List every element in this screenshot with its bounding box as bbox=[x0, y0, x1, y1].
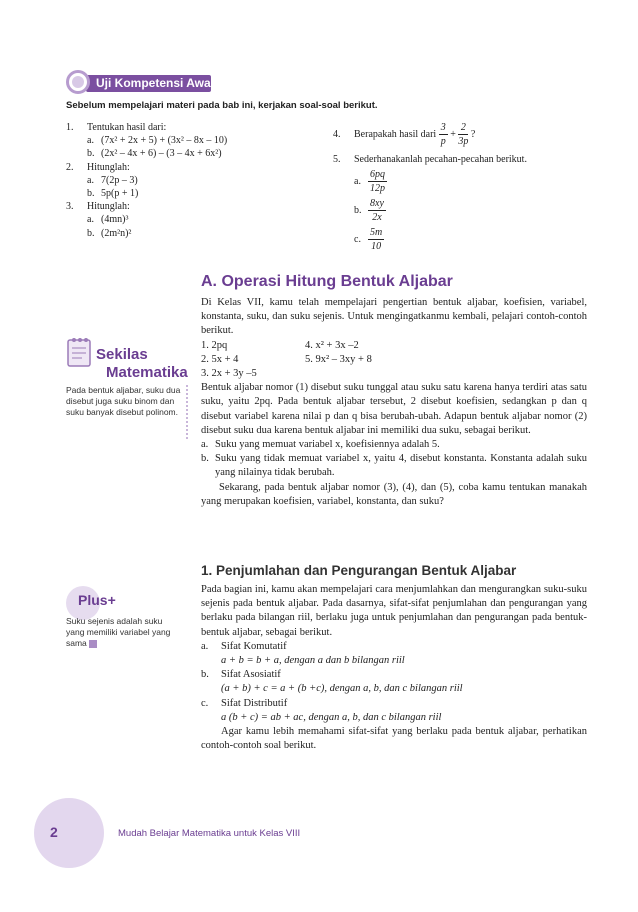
fraction: $\frac{8xy}{2x}$ bbox=[370, 198, 384, 224]
question-2: 2. Hitunglah: bbox=[66, 161, 130, 173]
section-a-p1: Di Kelas VII, kamu telah mempelajari pengertian bentuk aljabar, koefisien, variabel, konstanta, suku, dan suku sejenis. Untuk mengingatkanmu kembali, pelajari contoh-contoh berikut. bbox=[201, 297, 587, 337]
square-icon bbox=[89, 640, 97, 648]
fraction: $\frac{2}{3p}$ bbox=[458, 122, 469, 147]
fraction: $\frac{6pq}{12p}$ bbox=[370, 169, 385, 195]
fraction: $\frac{3}{p}$ bbox=[440, 122, 446, 147]
fraction: $\frac{5m}{10}$ bbox=[370, 227, 383, 253]
sekilas-title: Sekilas Matematika bbox=[96, 346, 188, 381]
question-3: 3. Hitunglah: bbox=[66, 201, 130, 213]
question-5: 5. Sederhanakanlah pecahan-pecahan berikut. a. $\frac{6pq}{12p}$ b. $\frac{8xy}{2x}$ c. $\frac{5m}{10}$ bbox=[333, 154, 527, 253]
section-a-title: A. Operasi Hitung Bentuk Aljabar bbox=[201, 273, 453, 290]
section-1-body: Pada bagian ini, kamu akan mempelajari cara menjumlahkan dan mengurangkan suku-suku sejenis pada bentuk aljabar. Pada dasarnya, sifat-sifat penjumlahan dan pengurangan yang berlaku pada bilangan riil, berlaku juga untuk penjumlahan dan pengurangan pada bentuk-bentuk aljabar, sebagai berikut. a. Sifat Komutatif a + b = b + a, dengan a dan b bilangan riil b. Sifat Asosiatif (a + b) + c = a + (b +c), dengan a, b, dan c bilangan riil c. Sifat Distributif a (b + c) = ab + ac, dengan a, b, dan c bilangan riil Agar kamu lebih memahami sifat-sifat yang berlaku pada bentuk aljabar, perhatikan contoh-contoh soal berikut. bbox=[201, 584, 587, 752]
intro-text: Sebelum mempelajari materi pada bab ini, kerjakan soal-soal berikut. bbox=[66, 100, 378, 111]
badge-dot-icon bbox=[72, 76, 84, 88]
plus-title: Plus+ bbox=[78, 592, 116, 608]
section-a-body: Di Kelas VII, kamu telah mempelajari pengertian bentuk aljabar, koefisien, variabel, konstanta, suku, dan suku sejenis. Untuk mengingatkanmu kembali, pelajari contoh-contoh berikut. 1. 2pq 2. 5x + 4 3. 2x + 3y –5 4. x² + 3x –2 5. 9x² – 3xy + 8 Bentuk aljabar nomor (1) disebut suku tunggal atau suku satu karena hanya terdiri atas satu suku, yaitu 2pq. Pada bentuk aljabar tersebut, 2 disebut koefisien, sedangkan p dan q disebut variabel karena nilai p dan q bisa berubah-ubah. Adapun bentuk aljabar nomor (2) disebut suku dua karena bentuk aljabar ini memiliki dua suku, sebagai berikut. a. Suku yang memuat variabel x, koefisiennya adalah 5. b. Suku yang tidak memuat variabel x, yaitu 4, disebut konstanta. Konstanta adalah suku yang nilainya tidak berubah. Sekarang, pada bentuk aljabar nomor (3), (4), dan (5), coba kamu tentukan manakah yang merupakan koefisien, variabel, konstanta, dan suku? bbox=[201, 296, 587, 509]
section-1-title: 1. Penjumlahan dan Pengurangan Bentuk Aljabar bbox=[201, 563, 517, 578]
left-questions: 1. Tentukan hasil dari: a. (7x² + 2x + 5) + (3x² – 8x – 10) b. (2x² – 4x + 6) – (3 – 4x + 6x²) 2. Hitunglah: a. 7(2p – 3) b. 5p(p + 1) 3. Hitunglah: a. (4mn)³ b. (2m²n)² bbox=[66, 121, 326, 240]
page-number: 2 bbox=[50, 824, 58, 840]
question-4: 4. Berapakah hasil dari $\frac{3}{p}$ + $\frac{2}{3p}$ ? bbox=[333, 122, 476, 147]
plus-text: Suku sejenis adalah suku yang memiliki variabel yang sama bbox=[66, 616, 171, 648]
section-a-p3: Sekarang, pada bentuk aljabar nomor (3), (4), dan (5), coba kamu tentukan manakah yang merupakan koefisien, variabel, konstanta, dan suku? bbox=[201, 481, 587, 507]
badge-title: Uji Kompetensi Awal bbox=[96, 76, 215, 90]
section-a-p2: Bentuk aljabar nomor (1) disebut suku tunggal atau suku satu karena hanya terdiri atas satu suku, yaitu 2pq. Pada bentuk aljabar tersebut, 2 disebut koefisien, sedangkan p dan q disebut variabel karena nilai p dan q bisa berubah-ubah. Adapun bentuk aljabar nomor (2) disebut suku dua karena bentuk aljabar ini memiliki dua suku, sebagai berikut. bbox=[201, 382, 587, 436]
book-title: Mudah Belajar Matematika untuk Kelas VIII bbox=[118, 828, 301, 839]
footer-circle bbox=[34, 798, 104, 868]
sekilas-text: Pada bentuk aljabar, suku dua disebut juga suku binom dan suku banyak disebut polinom. bbox=[66, 385, 188, 439]
notepad-icon bbox=[66, 336, 94, 368]
question-1: 1. Tentukan hasil dari: bbox=[66, 122, 167, 133]
